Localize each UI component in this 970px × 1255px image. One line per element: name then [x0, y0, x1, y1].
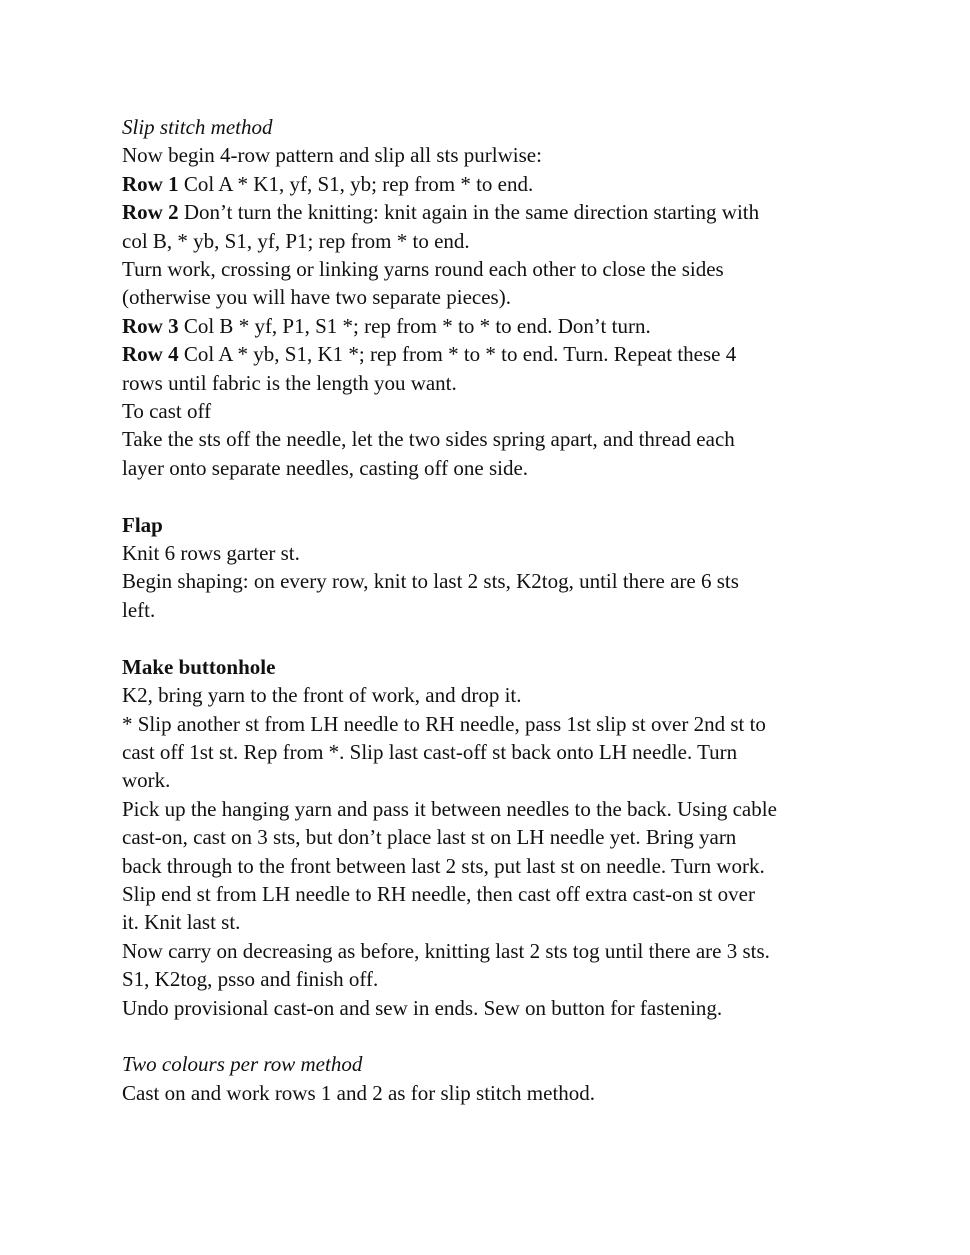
document-page — [122, 113, 862, 1107]
slip-stitch-intro: Now begin 4-row pattern and slip all sts purlwise: — [122, 143, 542, 168]
buttonhole-line-7: back through to the front between last 2 sts, put last st on needle. Turn work. — [122, 853, 765, 878]
cast-off-line-1: Take the sts off the needle, let the two sides spring apart, and thread each — [122, 427, 735, 452]
buttonhole-line-8: Slip end st from LH needle to RH needle, then cast off extra cast-on st over — [122, 881, 755, 906]
row-2-text: Don’t turn the knitting: knit again in the same direction starting with — [178, 200, 760, 225]
cast-off-heading: To cast off — [122, 399, 212, 424]
row-4-continuation: rows until fabric is the length you want. — [122, 370, 457, 395]
turn-work-line-2: (otherwise you will have two separate pieces). — [122, 285, 511, 310]
buttonhole-line-9: it. Knit last st. — [122, 910, 241, 935]
section-spacer — [122, 482, 862, 510]
two-colour-line-1: Cast on and work rows 1 and 2 as for slip stitch method. — [122, 1080, 596, 1105]
turn-work-line-1: Turn work, crossing or linking yarns round each other to close the sides — [122, 257, 724, 282]
buttonhole-line-12: Undo provisional cast-on and sew in ends. Sew on button for fastening. — [122, 995, 723, 1020]
section-spacer — [122, 624, 862, 652]
row-1-line — [122, 170, 862, 198]
row-1-text: Col A * K1, yf, S1, yb; rep from * to end. — [178, 171, 534, 196]
row-2-label: Row 2 — [122, 200, 179, 225]
flap-line-2: Begin shaping: on every row, knit to last 2 sts, K2tog, until there are 6 sts — [122, 569, 739, 594]
row-1-label: Row 1 — [122, 171, 179, 196]
buttonhole-line-10: Now carry on decreasing as before, knitting last 2 sts tog until there are 3 sts. — [122, 938, 770, 963]
flap-line-1: Knit 6 rows garter st. — [122, 541, 300, 566]
buttonhole-line-3: cast off 1st st. Rep from *. Slip last cast-off st back onto LH needle. Turn — [122, 739, 738, 764]
row-2-continuation: col B, * yb, S1, yf, P1; rep from * to end. — [122, 228, 470, 253]
buttonhole-line-4: work. — [122, 768, 171, 793]
row-3-line — [122, 312, 862, 340]
row-4-line — [122, 340, 862, 368]
row-3-text: Col B * yf, P1, S1 *; rep from * to * to end. Don’t turn. — [178, 313, 651, 338]
buttonhole-line-2: * Slip another st from LH needle to RH needle, pass 1st slip st over 2nd st to — [122, 711, 766, 736]
slip-stitch-heading: Slip stitch method — [122, 115, 273, 139]
buttonhole-line-5: Pick up the hanging yarn and pass it between needles to the back. Using cable — [122, 796, 777, 821]
buttonhole-line-6: cast-on, cast on 3 sts, but don’t place last st on LH needle yet. Bring yarn — [122, 825, 737, 850]
row-4-label: Row 4 — [122, 342, 179, 367]
row-3-label: Row 3 — [122, 313, 179, 338]
flap-line-3: left. — [122, 597, 156, 622]
buttonhole-line-11: S1, K2tog, psso and finish off. — [122, 967, 379, 992]
two-colour-heading: Two colours per row method — [122, 1052, 363, 1077]
flap-heading: Flap — [122, 512, 163, 537]
row-2-line — [122, 198, 862, 226]
buttonhole-line-1: K2, bring yarn to the front of work, and drop it. — [122, 683, 522, 708]
cast-off-line-2: layer onto separate needles, casting off one side. — [122, 455, 529, 480]
row-4-text: Col A * yb, S1, K1 *; rep from * to * to end. Turn. Repeat these 4 — [178, 342, 737, 367]
section-spacer — [122, 1022, 862, 1050]
buttonhole-heading: Make buttonhole — [122, 654, 276, 679]
